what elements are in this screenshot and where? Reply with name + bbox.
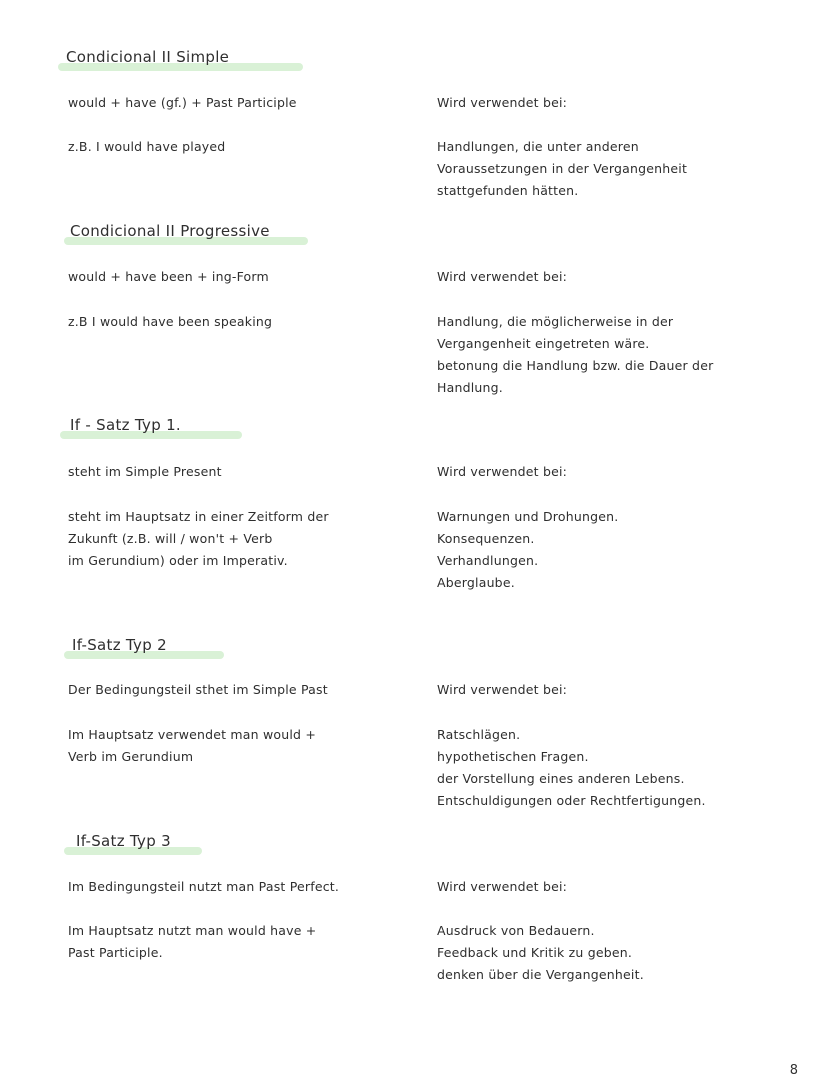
- formula: Im Bedingungsteil nutzt man Past Perfect.: [68, 879, 340, 894]
- formula: steht im Simple Present: [68, 464, 222, 479]
- section-heading: [70, 416, 181, 442]
- usage-line: stattgefunden hätten.: [437, 183, 579, 198]
- usage-line: Handlungen, die unter anderen: [437, 139, 639, 154]
- example-line: steht im Hauptsatz in einer Zeitform der: [68, 509, 329, 524]
- formula: would + have been + ing-Form: [68, 269, 269, 284]
- example-line: Verb im Gerundium: [68, 749, 194, 764]
- example-line: Im Hauptsatz nutzt man would have +: [68, 923, 317, 938]
- usage-line: Verhandlungen.: [437, 553, 539, 568]
- usage-label: Wird verwendet bei:: [437, 879, 568, 894]
- example-line: z.B. I would have played: [68, 139, 226, 154]
- usage-label: Wird verwendet bei:: [437, 464, 568, 479]
- section-heading: [76, 832, 171, 858]
- usage-label: Wird verwendet bei:: [437, 95, 568, 110]
- section-title: Condicional II Progressive: [70, 222, 270, 240]
- example-line: Zukunft (z.B. will / won't + Verb: [68, 531, 273, 546]
- section-title: If - Satz Typ 1.: [70, 416, 181, 434]
- usage-line: betonung die Handlung bzw. die Dauer der: [437, 358, 714, 373]
- usage-line: der Vorstellung eines anderen Lebens.: [437, 771, 685, 786]
- section-heading: [70, 222, 270, 248]
- formula: would + have (gf.) + Past Participle: [68, 95, 297, 110]
- usage-line: Vergangenheit eingetreten wäre.: [437, 336, 650, 351]
- section-title: If-Satz Typ 2: [72, 636, 167, 654]
- formula: Der Bedingungsteil sthet im Simple Past: [68, 682, 328, 697]
- example-line: Im Hauptsatz verwendet man would +: [68, 727, 317, 742]
- example-line: Past Participle.: [68, 945, 163, 960]
- usage-line: Ratschlägen.: [437, 727, 521, 742]
- usage-line: Konsequenzen.: [437, 531, 535, 546]
- usage-label: Wird verwendet bei:: [437, 682, 568, 697]
- example-line: im Gerundium) oder im Imperativ.: [68, 553, 288, 568]
- usage-line: Aberglaube.: [437, 575, 515, 590]
- usage-line: Entschuldigungen oder Rechtfertigungen.: [437, 793, 706, 808]
- usage-line: denken über die Vergangenheit.: [437, 967, 644, 982]
- usage-line: Ausdruck von Bedauern.: [437, 923, 595, 938]
- usage-line: Handlung, die möglicherweise in der: [437, 314, 674, 329]
- section-heading: [72, 636, 167, 662]
- usage-line: Handlung.: [437, 380, 503, 395]
- usage-line: hypothetischen Fragen.: [437, 749, 589, 764]
- section-title: If-Satz Typ 3: [76, 832, 171, 850]
- usage-line: Warnungen und Drohungen.: [437, 509, 619, 524]
- example-line: z.B I would have been speaking: [68, 314, 273, 329]
- section-heading: [66, 48, 229, 74]
- usage-line: Feedback und Kritik zu geben.: [437, 945, 633, 960]
- page-number: 8: [789, 1063, 798, 1078]
- section-title: Condicional II Simple: [66, 48, 230, 66]
- usage-line: Voraussetzungen in der Vergangenheit: [437, 161, 688, 176]
- usage-label: Wird verwendet bei:: [437, 269, 568, 284]
